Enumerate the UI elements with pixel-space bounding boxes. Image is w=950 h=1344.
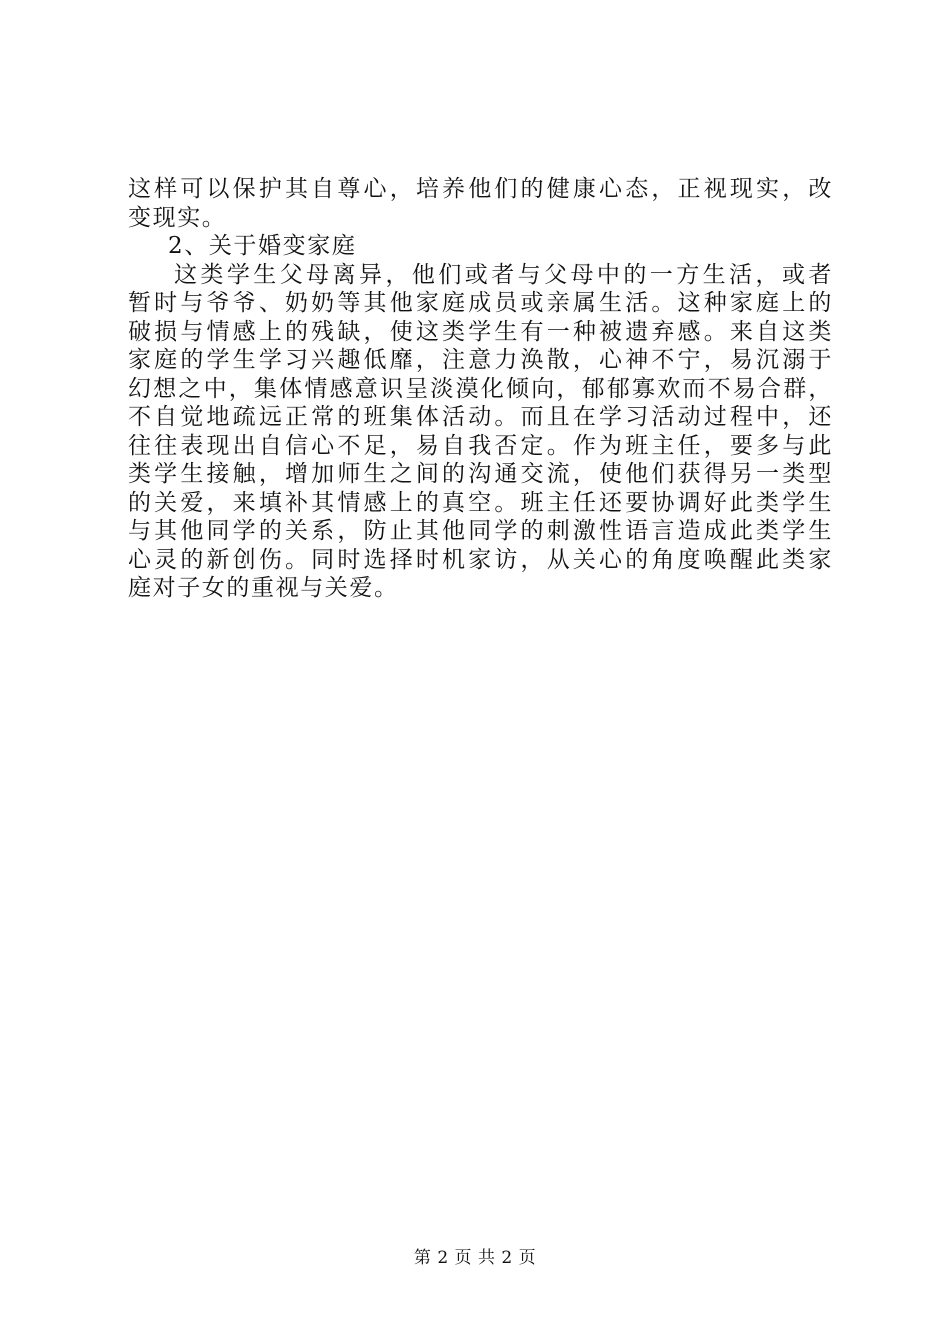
paragraph-line: 变现实。 (128, 204, 227, 231)
paragraph-line: 幻想之中，集体情感意识呈淡漠化倾向，郁郁寡欢而不易合群， (128, 375, 833, 402)
paragraph-line: 庭对子女的重视与关爱。 (128, 575, 399, 601)
paragraph-line: 与其他同学的关系，防止其他同学的刺激性语言造成此类学生 (128, 518, 833, 544)
paragraph-line: 这类学生父母离异，他们或者与父母中的一方生活，或者 (174, 261, 833, 288)
paragraph-line: 类学生接触，增加师生之间的沟通交流，使他们获得另一类型 (128, 461, 833, 487)
paragraph-line: 不自觉地疏远正常的班集体活动。而且在学习活动过程中，还 (128, 404, 833, 430)
section-heading: 2、关于婚变家庭 (168, 233, 357, 259)
paragraph-line: 暂时与爷爷、奶奶等其他家庭成员或亲属生活。这种家庭上的 (128, 290, 833, 316)
paragraph-line: 的关爱，来填补其情感上的真空。班主任还要协调好此类学生 (128, 489, 833, 516)
paragraph-line: 这样可以保护其自尊心，培养他们的健康心态，正视现实，改 (128, 176, 833, 202)
paragraph-line: 往往表现出自信心不足，易自我否定。作为班主任，要多与此 (128, 432, 833, 459)
page-footer: 第 2 页 共 2 页 (413, 1248, 537, 1268)
document-body (128, 175, 833, 603)
paragraph-line: 家庭的学生学习兴趣低靡，注意力涣散，心神不宁，易沉溺于 (128, 347, 833, 373)
paragraph-line: 破损与情感上的残缺，使这类学生有一种被遗弃感。来自这类 (128, 318, 833, 345)
paragraph-line: 心灵的新创伤。同时选择时机家访，从关心的角度唤醒此类家 (128, 546, 833, 573)
